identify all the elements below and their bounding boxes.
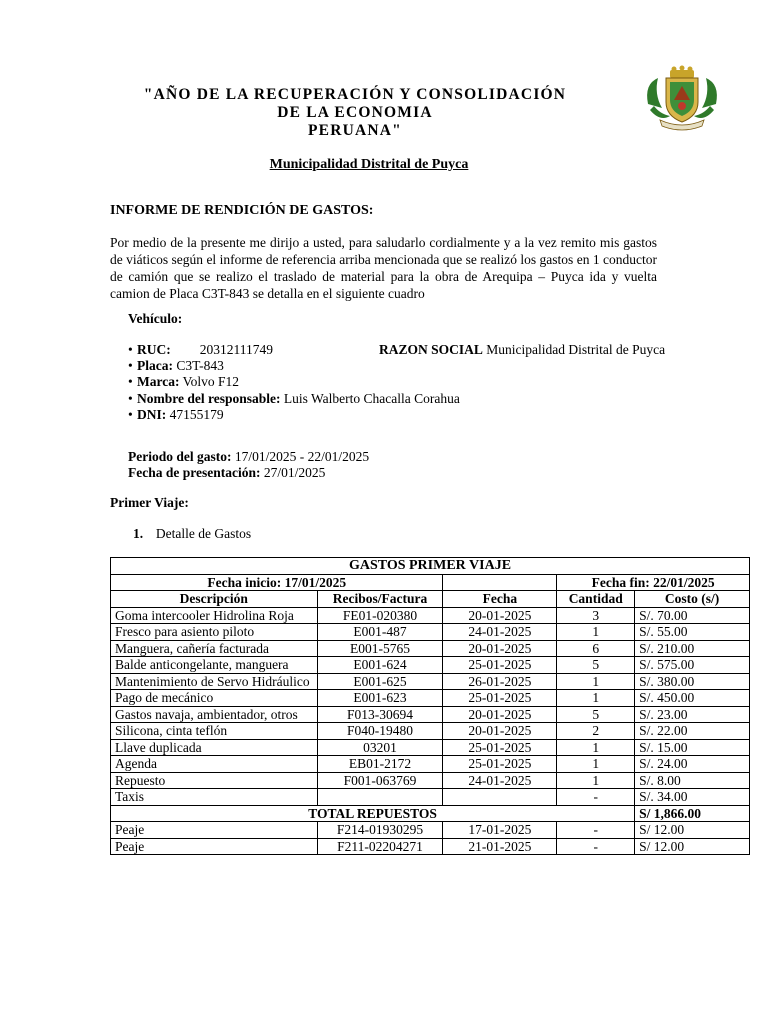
table-row bbox=[111, 624, 750, 641]
presentacion-line bbox=[128, 465, 369, 481]
column-header: Fecha bbox=[443, 591, 557, 608]
cell-cantidad: 1 bbox=[557, 690, 635, 707]
fecha-fin: Fecha fin: 22/01/2025 bbox=[557, 574, 750, 591]
cell-costo: S/ 12.00 bbox=[635, 822, 750, 839]
cell-fecha: 24-01-2025 bbox=[443, 624, 557, 641]
responsable-label: Nombre del responsable: bbox=[137, 390, 281, 406]
cell-descripcion: Agenda bbox=[111, 756, 318, 773]
municipality-name bbox=[0, 156, 768, 173]
cell-recibo: F001-063769 bbox=[317, 772, 443, 789]
cell-recibo: FE01-020380 bbox=[317, 607, 443, 624]
cell-recibo: F214-01930295 bbox=[317, 822, 443, 839]
cell-costo: S/. 24.00 bbox=[635, 756, 750, 773]
cell-cantidad: 5 bbox=[557, 657, 635, 674]
cell-fecha bbox=[443, 789, 557, 806]
column-header: Costo (s/) bbox=[635, 591, 750, 608]
expenses-table bbox=[110, 557, 750, 855]
list-item-ruc bbox=[128, 342, 668, 358]
cell-descripcion: Gastos navaja, ambientador, otros bbox=[111, 706, 318, 723]
periodo-label: Periodo del gasto: bbox=[128, 449, 232, 464]
column-header: Cantidad bbox=[557, 591, 635, 608]
total-row bbox=[111, 805, 750, 822]
cell-fecha: 21-01-2025 bbox=[443, 838, 557, 855]
cell-cantidad: 3 bbox=[557, 607, 635, 624]
cell-costo: S/. 450.00 bbox=[635, 690, 750, 707]
table-row bbox=[111, 739, 750, 756]
period-block bbox=[128, 449, 369, 481]
razon-social-value: Municipalidad Distrital de Puyca bbox=[486, 342, 666, 357]
cell-costo: S/ 12.00 bbox=[635, 838, 750, 855]
title-line-1: "AÑO DE LA RECUPERACIÓN Y CONSOLIDACIÓN bbox=[143, 86, 567, 103]
cell-costo: S/. 23.00 bbox=[635, 706, 750, 723]
ruc-label: RUC: bbox=[137, 342, 171, 357]
placa-value: C3T-843 bbox=[176, 358, 224, 374]
list-item-responsable bbox=[128, 391, 668, 407]
cell-cantidad: 1 bbox=[557, 772, 635, 789]
vehicle-heading: Vehículo: bbox=[128, 311, 183, 326]
ruc-value: 20312111749 bbox=[199, 342, 273, 357]
title-line-2: DE LA ECONOMIA bbox=[277, 104, 433, 121]
cell-recibo: E001-487 bbox=[317, 624, 443, 641]
cell-cantidad: - bbox=[557, 822, 635, 839]
presentacion-label: Fecha de presentación: bbox=[128, 465, 261, 480]
list-item-dni bbox=[128, 407, 668, 423]
table-row bbox=[111, 706, 750, 723]
razon-social-label: RAZON SOCIAL bbox=[379, 342, 483, 357]
total-label: TOTAL REPUESTOS bbox=[111, 805, 635, 822]
cell-recibo: F040-19480 bbox=[317, 723, 443, 740]
cell-fecha: 20-01-2025 bbox=[443, 723, 557, 740]
detalle-label: Detalle de Gastos bbox=[155, 526, 252, 541]
cell-descripcion: Balde anticongelante, manguera bbox=[111, 657, 318, 674]
municipal-coat-of-arms-logo bbox=[640, 64, 724, 134]
cell-costo: S/. 70.00 bbox=[635, 607, 750, 624]
cell-recibo: F211-02204271 bbox=[317, 838, 443, 855]
cell-fecha: 20-01-2025 bbox=[443, 607, 557, 624]
fecha-inicio: Fecha inicio: 17/01/2025 bbox=[111, 574, 443, 591]
table-row bbox=[111, 640, 750, 657]
responsable-value: Luis Walberto Chacalla Corahua bbox=[283, 390, 460, 406]
cell-cantidad: 1 bbox=[557, 673, 635, 690]
cell-descripcion: Peaje bbox=[111, 822, 318, 839]
table-row bbox=[111, 723, 750, 740]
primer-viaje-heading: Primer Viaje: bbox=[110, 495, 189, 510]
cell-cantidad: 1 bbox=[557, 756, 635, 773]
cell-cantidad: 1 bbox=[557, 624, 635, 641]
cell-descripcion: Fresco para asiento piloto bbox=[111, 624, 318, 641]
detalle-number: 1. bbox=[133, 526, 144, 541]
cell-recibo: 03201 bbox=[317, 739, 443, 756]
cell-descripcion: Peaje bbox=[111, 838, 318, 855]
column-header: Descripción bbox=[111, 591, 318, 608]
table-row bbox=[111, 673, 750, 690]
cell-recibo: EB01-2172 bbox=[317, 756, 443, 773]
cell-descripcion: Repuesto bbox=[111, 772, 318, 789]
cell-fecha: 25-01-2025 bbox=[443, 739, 557, 756]
table-row bbox=[111, 822, 750, 839]
cell-costo: S/. 15.00 bbox=[635, 739, 750, 756]
cell-descripcion: Silicona, cinta teflón bbox=[111, 723, 318, 740]
cell-cantidad: 2 bbox=[557, 723, 635, 740]
dni-value: 47155179 bbox=[169, 406, 224, 422]
table-row bbox=[111, 756, 750, 773]
cell-fecha: 25-01-2025 bbox=[443, 657, 557, 674]
table-row bbox=[111, 690, 750, 707]
cell-recibo bbox=[317, 789, 443, 806]
cell-cantidad: - bbox=[557, 838, 635, 855]
list-item-placa bbox=[128, 358, 668, 374]
placa-label: Placa: bbox=[137, 358, 173, 374]
cell-costo: S/. 8.00 bbox=[635, 772, 750, 789]
table-row bbox=[111, 838, 750, 855]
cell-recibo: E001-625 bbox=[317, 673, 443, 690]
cell-cantidad: - bbox=[557, 789, 635, 806]
cell-fecha: 20-01-2025 bbox=[443, 706, 557, 723]
cell-descripcion: Pago de mecánico bbox=[111, 690, 318, 707]
cell-costo: S/. 34.00 bbox=[635, 789, 750, 806]
cell-recibo: E001-624 bbox=[317, 657, 443, 674]
cell-recibo: E001-623 bbox=[317, 690, 443, 707]
table-title: GASTOS PRIMER VIAJE bbox=[111, 558, 750, 575]
cell-descripcion: Llave duplicada bbox=[111, 739, 318, 756]
column-header: Recibos/Factura bbox=[317, 591, 443, 608]
title-line-3: PERUANA" bbox=[308, 122, 402, 139]
cell-costo: S/. 210.00 bbox=[635, 640, 750, 657]
document-title bbox=[110, 86, 600, 140]
presentacion-value: 27/01/2025 bbox=[263, 465, 326, 480]
table-row bbox=[111, 772, 750, 789]
cell-costo: S/. 380.00 bbox=[635, 673, 750, 690]
cell-descripcion: Taxis bbox=[111, 789, 318, 806]
table-row bbox=[111, 657, 750, 674]
cell-descripcion: Mantenimiento de Servo Hidráulico bbox=[111, 673, 318, 690]
marca-label: Marca: bbox=[137, 374, 180, 390]
table-row bbox=[111, 607, 750, 624]
total-value: S/ 1,866.00 bbox=[635, 805, 750, 822]
vehicle-details-list bbox=[128, 342, 668, 423]
periodo-line bbox=[128, 449, 369, 465]
cell-cantidad: 5 bbox=[557, 706, 635, 723]
cell-recibo: E001-5765 bbox=[317, 640, 443, 657]
detalle-gastos-item bbox=[133, 526, 251, 542]
municipality-name-text: Municipalidad Distrital de Puyca bbox=[269, 157, 469, 172]
cell-fecha: 17-01-2025 bbox=[443, 822, 557, 839]
cell-recibo: F013-30694 bbox=[317, 706, 443, 723]
cell-cantidad: 1 bbox=[557, 739, 635, 756]
report-heading: INFORME DE RENDICIÓN DE GASTOS: bbox=[110, 203, 374, 218]
report-paragraph: Por medio de la presente me dirijo a usted, para saludarlo cordialmente y a la vez remito mis gastos de viáticos según el informe de referencia arriba mencionada que se realizó los gastos en 1 conductor de camión que se realizo el traslado de material para la obra de Arequipa – Puyca ida y vuelta camion de Placa C3T-843 se detalla en el siguiente cuadro bbox=[110, 235, 657, 301]
cell-descripcion: Manguera, cañería facturada bbox=[111, 640, 318, 657]
periodo-value: 17/01/2025 - 22/01/2025 bbox=[234, 449, 370, 464]
cell-fecha: 25-01-2025 bbox=[443, 690, 557, 707]
cell-fecha: 24-01-2025 bbox=[443, 772, 557, 789]
table-row bbox=[111, 789, 750, 806]
cell-costo: S/. 55.00 bbox=[635, 624, 750, 641]
cell-cantidad: 6 bbox=[557, 640, 635, 657]
marca-value: Volvo F12 bbox=[182, 374, 240, 390]
cell-costo: S/. 22.00 bbox=[635, 723, 750, 740]
list-item-marca bbox=[128, 374, 668, 390]
cell-fecha: 26-01-2025 bbox=[443, 673, 557, 690]
cell-costo: S/. 575.00 bbox=[635, 657, 750, 674]
dni-label: DNI: bbox=[137, 406, 167, 422]
cell-descripcion: Goma intercooler Hidrolina Roja bbox=[111, 607, 318, 624]
cell-fecha: 20-01-2025 bbox=[443, 640, 557, 657]
empty-cell bbox=[443, 574, 557, 591]
cell-fecha: 25-01-2025 bbox=[443, 756, 557, 773]
